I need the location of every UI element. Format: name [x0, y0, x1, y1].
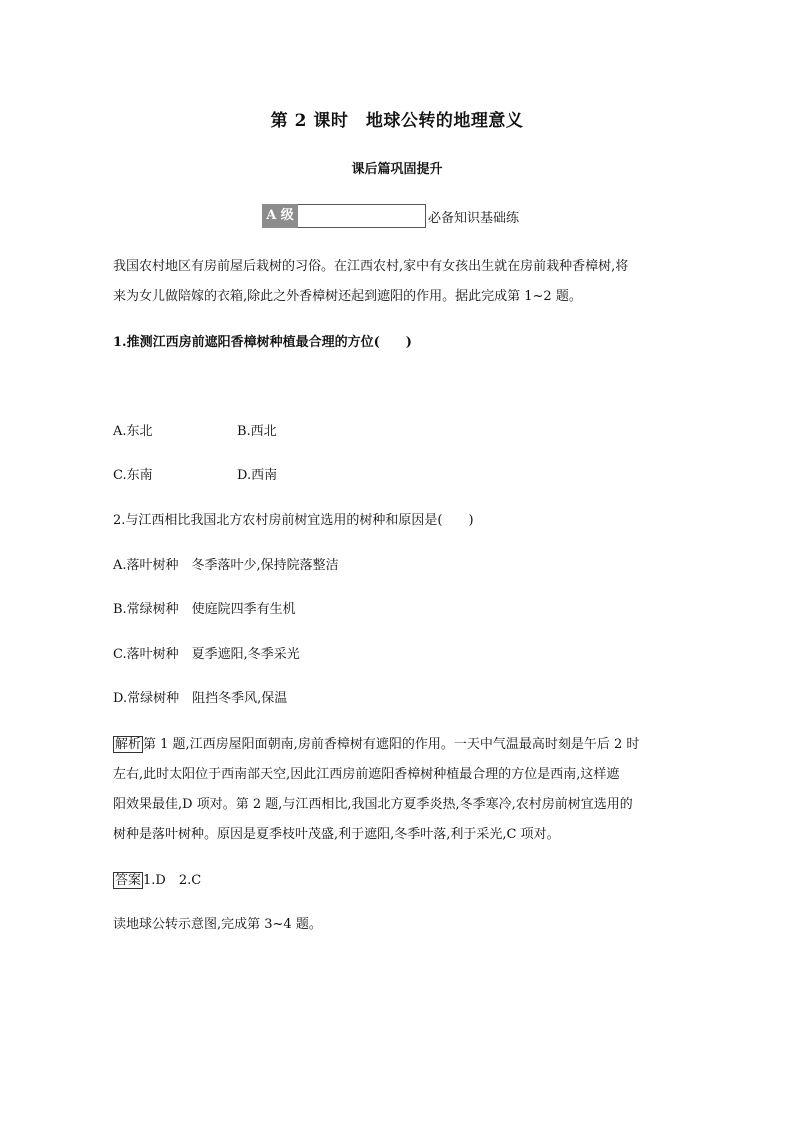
section-subtitle: 课后篇巩固提升: [351, 162, 443, 177]
intro-line-1: 我国农村地区有房前屋后栽树的习俗。在江西农村,家中有女孩出生就在房前栽种香樟树,将: [113, 259, 629, 274]
page-title: 第 2 课时 地球公转的地理意义: [270, 111, 524, 131]
intro-line-2: 来为女儿做陪嫁的衣箱,除此之外香樟树还起到遮阳的作用。据此完成第 1~2 题。: [113, 289, 582, 304]
next-prompt: 读地球公转示意图,完成第 3~4 题。: [113, 917, 322, 932]
analysis-line-1: [113, 735, 639, 755]
analysis-line-2: 左右,此时太阳位于西南部天空,因此江西房前遮阳香樟树种植最合理的方位是西南,这样遮: [113, 767, 620, 782]
q1-option-a: A.东北: [113, 424, 153, 439]
level-badge: A 级: [262, 204, 298, 228]
q2-option-d: D.常绿树种 阻挡冬季风,保温: [113, 691, 288, 706]
q1-option-b: B.西北: [237, 424, 277, 439]
answer-tag: 答案: [115, 873, 142, 888]
level-header: [262, 202, 519, 228]
q2-option-c: C.落叶树种 夏季遮阳,冬季采光: [113, 647, 300, 662]
q2-option-b: B.常绿树种 使庭院四季有生机: [113, 602, 296, 617]
level-box: [298, 204, 426, 228]
analysis-tag: 解析: [115, 737, 142, 752]
analysis-line-3: 阳效果最佳,D 项对。第 2 题,与江西相比,我国北方夏季炎热,冬季寒冷,农村房前树宜选用的: [113, 797, 633, 812]
question-1-stem: 1.推测江西房前遮阳香樟树种植最合理的方位( ): [113, 335, 412, 350]
level-label: 必备知识基础练: [428, 211, 520, 226]
q1-option-c: C.东南: [113, 468, 153, 483]
answer-line: [113, 871, 201, 891]
analysis-text-1: 第 1 题,江西房屋阳面朝南,房前香樟树有遮阳的作用。一天中气温最高时刻是午后 2 时: [143, 737, 640, 752]
analysis-line-4: 树种是落叶树种。原因是夏季枝叶茂盛,利于遮阳,冬季叶落,利于采光,C 项对。: [113, 827, 560, 842]
q1-option-d: D.西南: [237, 468, 278, 483]
question-2-stem: 2.与江西相比我国北方农村房前树宜选用的树种和原因是( ): [113, 513, 474, 528]
q2-option-a: A.落叶树种 冬季落叶少,保持院落整洁: [113, 558, 339, 573]
answer-text: 1.D 2.C: [143, 873, 202, 888]
